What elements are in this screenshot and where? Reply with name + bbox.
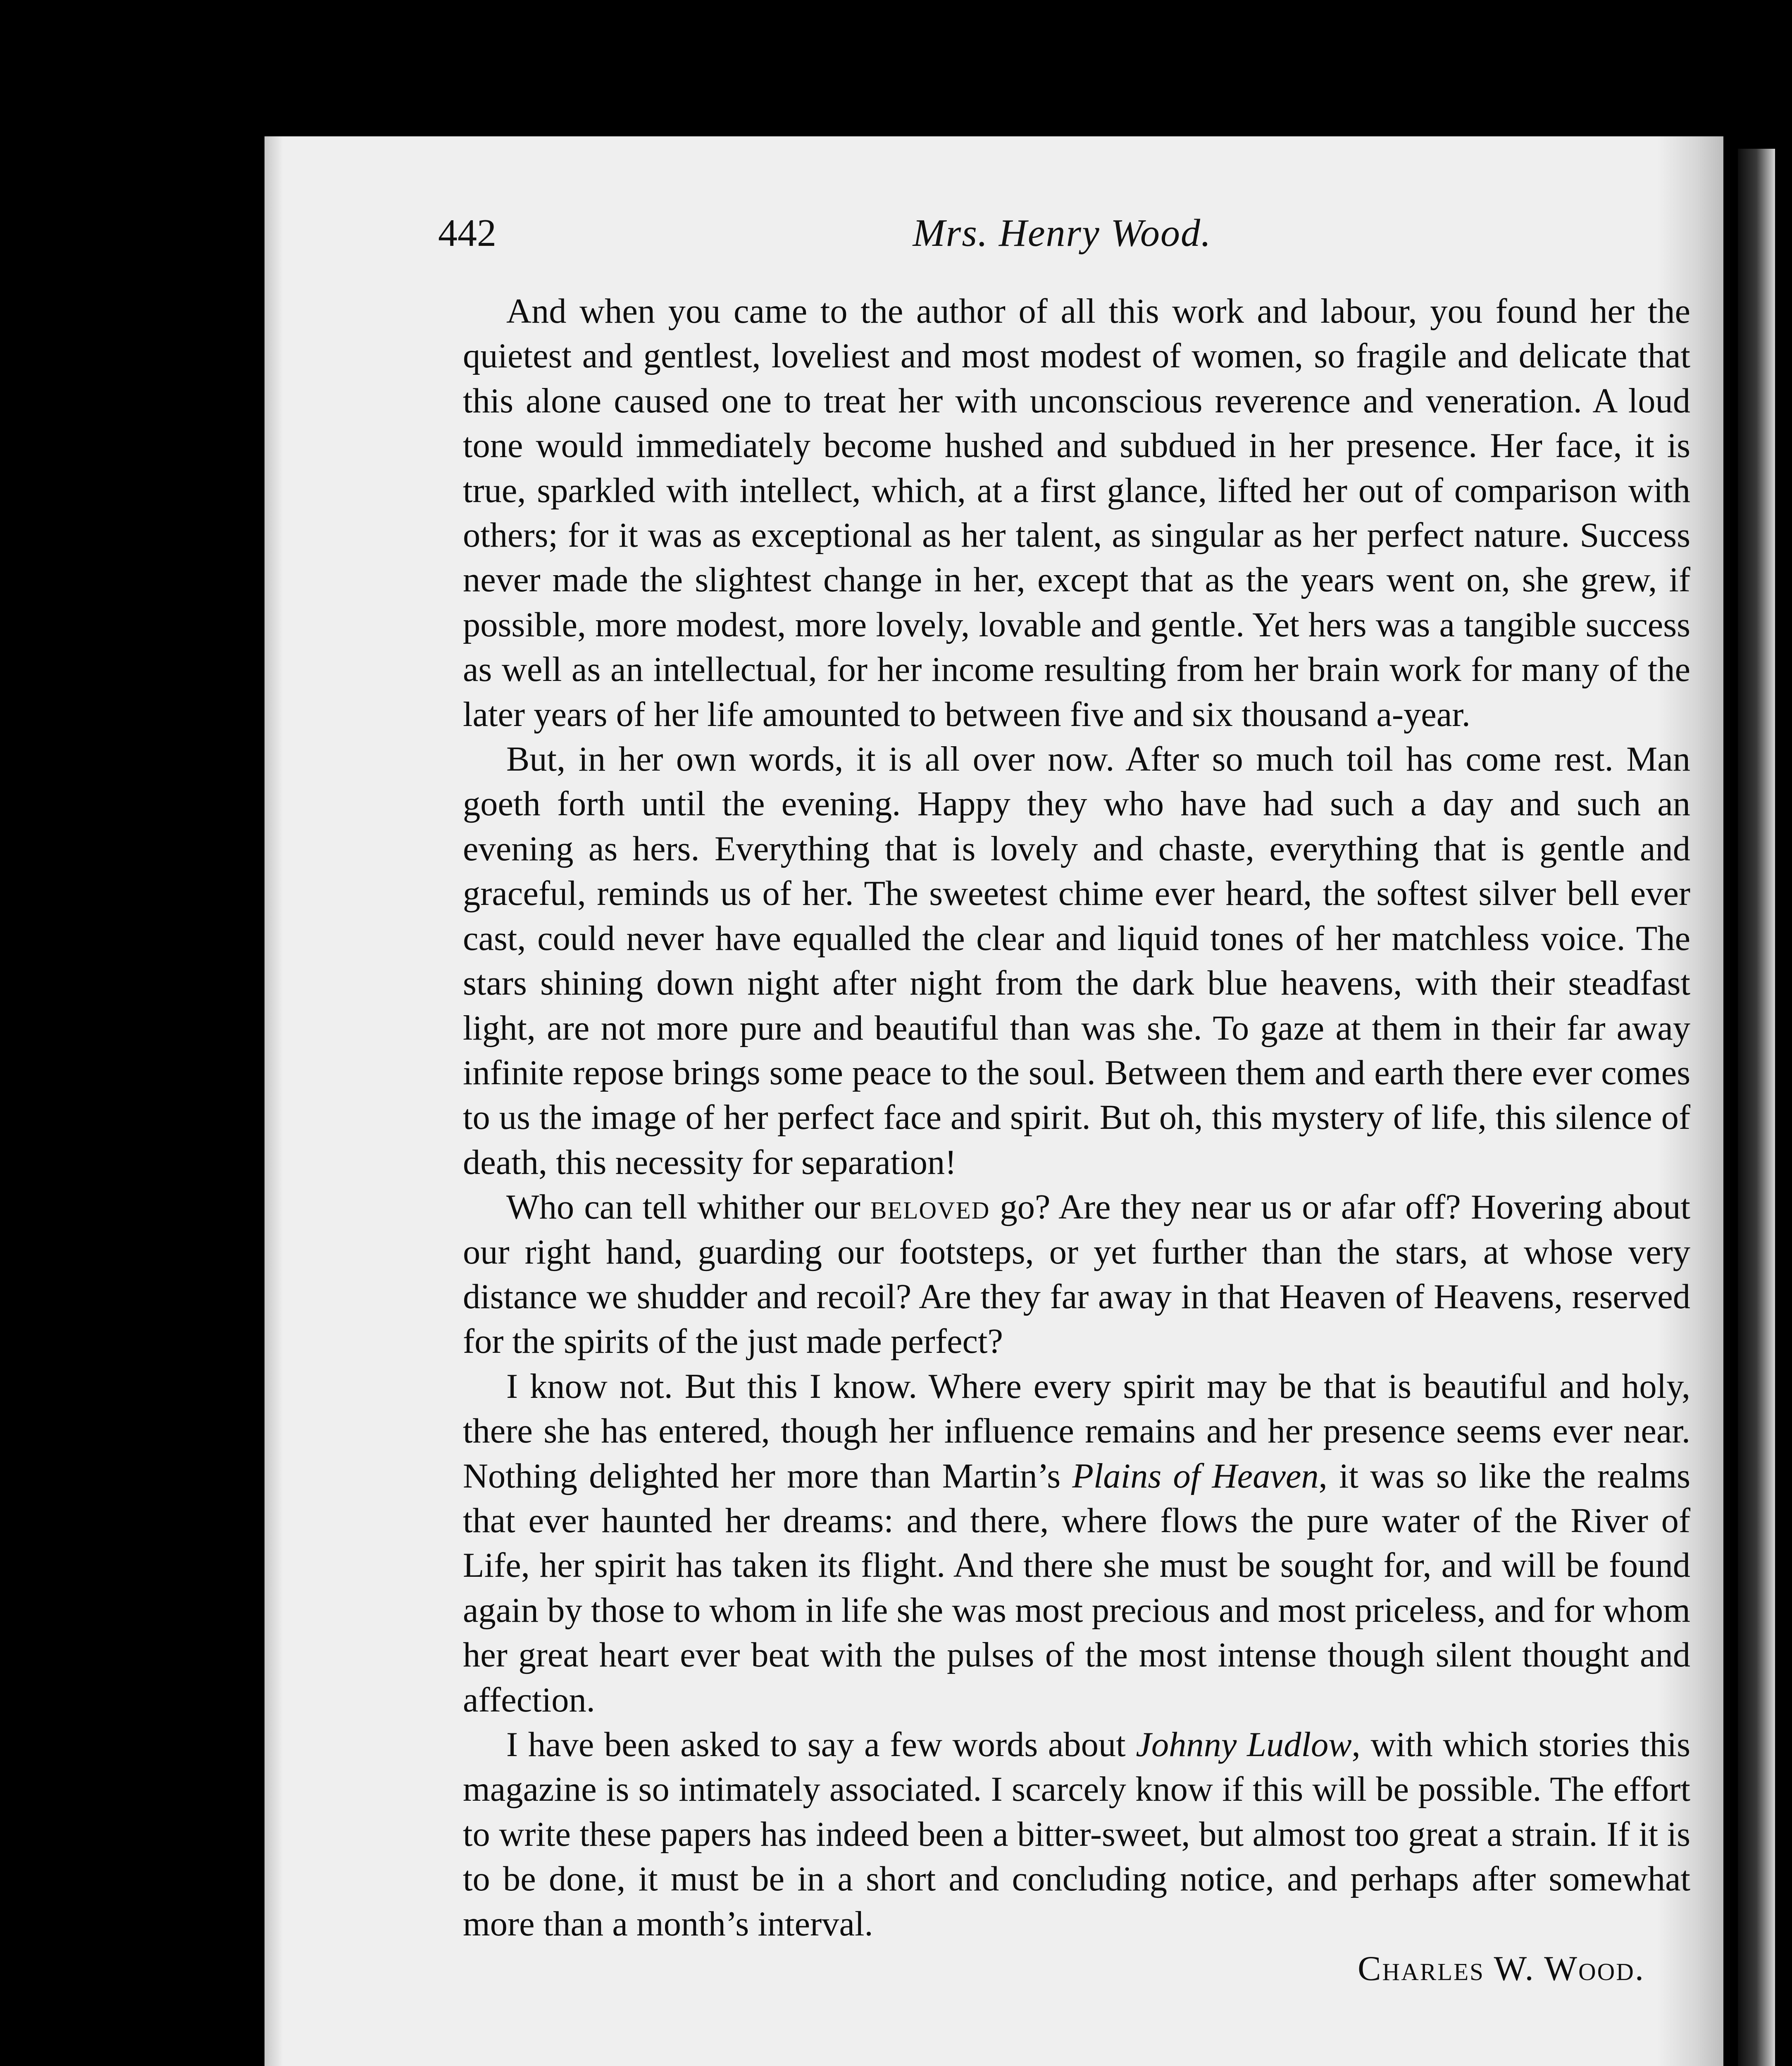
- page-number: 442: [438, 212, 496, 255]
- story-title: Johnny Ludlow: [1136, 1726, 1352, 1764]
- paragraph-5-text-b: , with which stories this magazine is so intimately associated. I scarcely know if this will be possible. The effort to write these papers has indeed been a bitter-sweet, but almost too great a strain. If it is to be done, it must be in a short and concluding notice, and perhaps after somewhat more than a month’s interval.: [463, 1726, 1691, 1943]
- painting-title: Plains of Heaven: [1072, 1457, 1319, 1495]
- paragraph-3-text-b: go? Are they near us or afar off? Hovering about our right hand, guarding our footsteps, or yet further than the stars, at whose very distance we shudder and recoil? Are they far away in that Heaven of Heavens, reserved for the spirits of the just made perfect?: [463, 1188, 1690, 1361]
- paragraph-3-text-a: Who can tell whither our: [506, 1188, 871, 1227]
- running-head: [438, 211, 1686, 273]
- page-gutter-shadow: [265, 136, 283, 2066]
- adjacent-page-edge: [1738, 149, 1775, 2066]
- paragraph-5: [463, 1723, 1690, 1947]
- book-page: [265, 136, 1723, 2066]
- author-signature: Charles W. Wood.: [1358, 1949, 1645, 1988]
- paragraph-5-text-a: I have been asked to say a few words about: [506, 1726, 1136, 1764]
- beloved-small-caps: beloved: [870, 1188, 990, 1227]
- paragraph-3: [463, 1185, 1690, 1364]
- body-text: [463, 289, 1690, 1991]
- paragraph-1-text: And when you came to the author of all this work and labour, you found her the quietest and gentlest, loveliest and most modest of women, so fragile and delicate that this alone caused one to treat her with unconscious reverence and veneration. A loud tone would immediately become hushed and subdued in her presence. Her face, it is true, sparkled with intellect, which, at a first glance, lifted her out of comparison with others; for it was as exceptional as her talent, as singular as her perfect nature. Success never made the slightest change in her, except that as the years went on, she grew, if possible, more modest, more lovely, lovable and gentle. Yet hers was a tangible success as well as an intellectual, for her income resulting from her brain work for many of the later years of her life amounted to between five and six thousand a-year.: [463, 292, 1690, 734]
- paragraph-4: [463, 1364, 1690, 1723]
- running-title: Mrs. Henry Wood.: [913, 212, 1212, 255]
- paragraph-2-text: But, in her own words, it is all over now. After so much toil has come rest. Man goeth forth until the evening. Happy they who have had such a day and such an evening as hers. Everything that is lovely and chaste, everything that is gentle and graceful, reminds us of her. The sweetest chime ever heard, the softest silver bell ever cast, could never have equalled the clear and liquid tones of her matchless voice. The stars shining down night after night from the dark blue heavens, with their steadfast light, are not more pure and beautiful than was she. To gaze at them in their far away infinite repose brings some peace to the soul. Between them and earth there ever comes to us the image of her perfect face and spirit. But oh, this mystery of life, this silence of death, this necessity for separation!: [463, 740, 1690, 1182]
- paragraph-4-text-a: I know not. But this I know. Where every spirit may be that is beautiful and holy, there she has entered, though her influence remains and her presence seems ever near. Nothing delighted her more than Martin’s: [463, 1367, 1690, 1495]
- paragraph-2: [463, 737, 1690, 1185]
- paragraph-1: [463, 289, 1690, 737]
- paragraph-4-text-b: , it was so like the realms that ever haunted her dreams: and there, where flows the pure water of the River of Life, her spirit has taken its flight. And there she must be sought for, and will be found again by those to whom in life she was most precious and most priceless, and for whom her great heart ever beat with the pulses of the most intense though silent thought and affection.: [463, 1457, 1690, 1719]
